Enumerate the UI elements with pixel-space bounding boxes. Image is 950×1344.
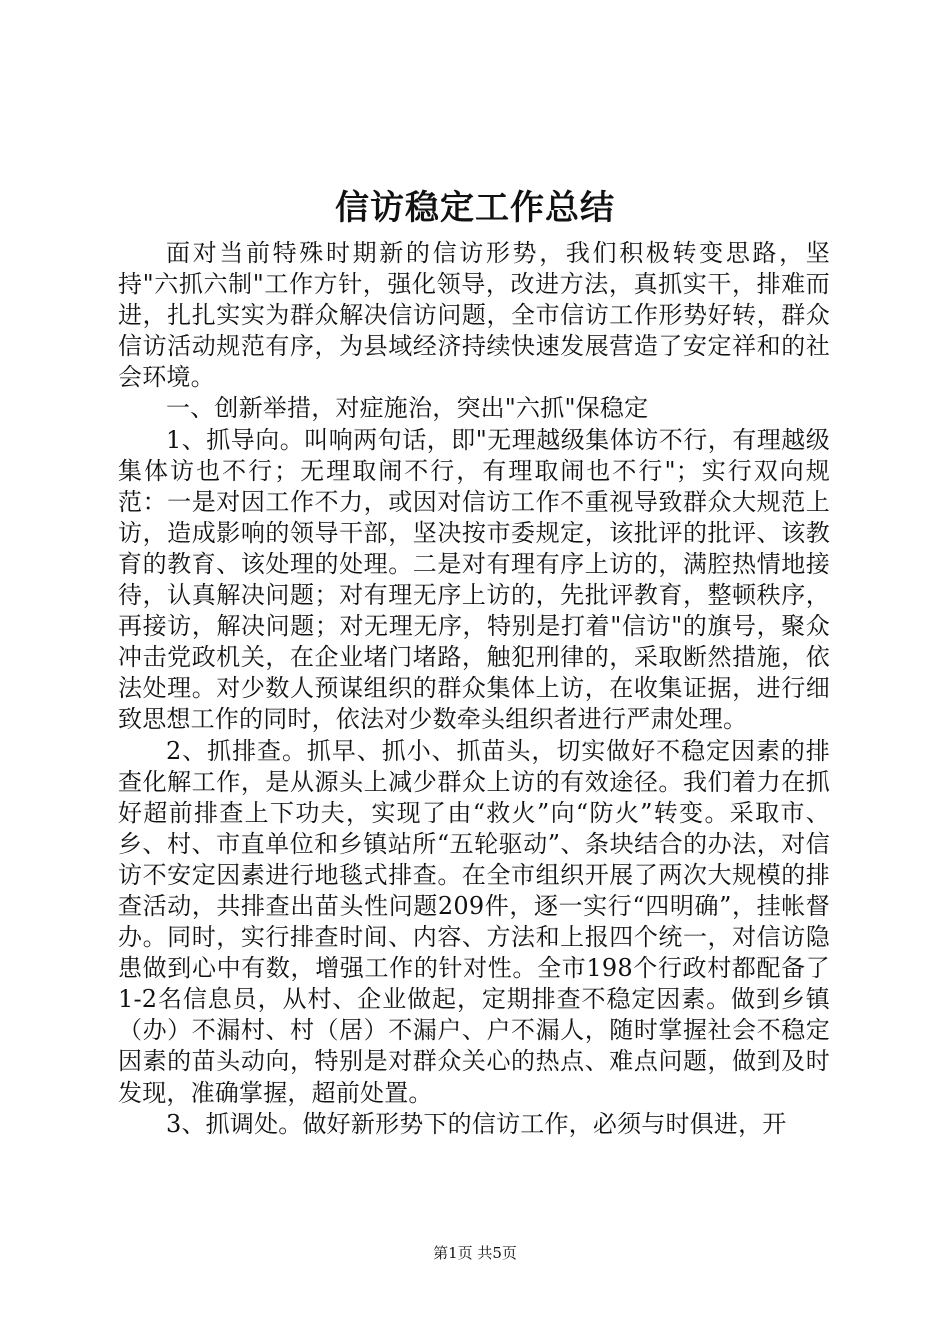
intro-paragraph: 面对当前特殊时期新的信访形势，我们积极转变思路，坚持"六抓六制"工作方针，强化领导，改进方法，真抓实干，排难而进，扎扎实实为群众解决信访问题，全市信访工作形势好转，群众信访活动规范有序，为县域经济持续快速发展营造了安定祥和的社会环境。 xyxy=(118,239,830,392)
section-heading: 一、创新举措，对症施治，突出"六抓"保稳定 xyxy=(166,394,649,423)
paragraph-guidance: 1、抓导向。叫响两句话，即"无理越级集体访不行，有理越级集体访也不行；无理取闹不行，有理取闹也不行"；实行双向规范：一是对因工作不力，或因对信访工作不重视导致群众大规范上访，造成影响的领导干部，坚决按市委规定，该批评的批评、该教育的教育、该处理的处理。二是对有理有序上访的，满腔热情地接待，认真解决问题；对有理无序上访的，先批评教育，整顿秩序，再接访，解决问题；对无理无序，特别是打着"信访"的旗号，聚众冲击党政机关，在企业堵门堵路，触犯刑律的，采取断然措施，依法处理。对少数人预谋组织的群众集体上访，在收集证据，进行细致思想工作的同时，依法对少数牵头组织者进行严肃处理。 xyxy=(118,425,830,734)
document-body xyxy=(118,238,830,1140)
paragraph-investigation: 2、抓排查。抓早、抓小、抓苗头，切实做好不稳定因素的排查化解工作，是从源头上减少群众上访的有效途径。我们着力在抓好超前排查上下功夫，实现了由“救火”向“防火”转变。采取市、乡、村、市直单位和乡镇站所“五轮驱动”、条块结合的办法，对信访不安定因素进行地毯式排查。在全市组织开展了两次大规模的排查活动，共排查出苗头性问题209件，逐一实行“四明确”，挂帐督办。同时，实行排查时间、内容、方法和上报四个统一，对信访隐患做到心中有数，增强工作的针对性。全市198个行政村都配备了1-2名信息员，从村、企业做起，定期排查不稳定因素。做到乡镇（办）不漏村、村（居）不漏户、户不漏人，随时掌握社会不稳定因素的苗头动向，特别是对群众关心的热点、难点问题，做到及时发现，准确掌握，超前处置。 xyxy=(118,736,830,1107)
page-number: 第1页 共5页 xyxy=(433,1244,517,1262)
document-title: 信访稳定工作总结 xyxy=(335,188,615,228)
paragraph-mediation: 3、抓调处。做好新形势下的信访工作，必须与时俱进，开 xyxy=(166,1109,787,1138)
